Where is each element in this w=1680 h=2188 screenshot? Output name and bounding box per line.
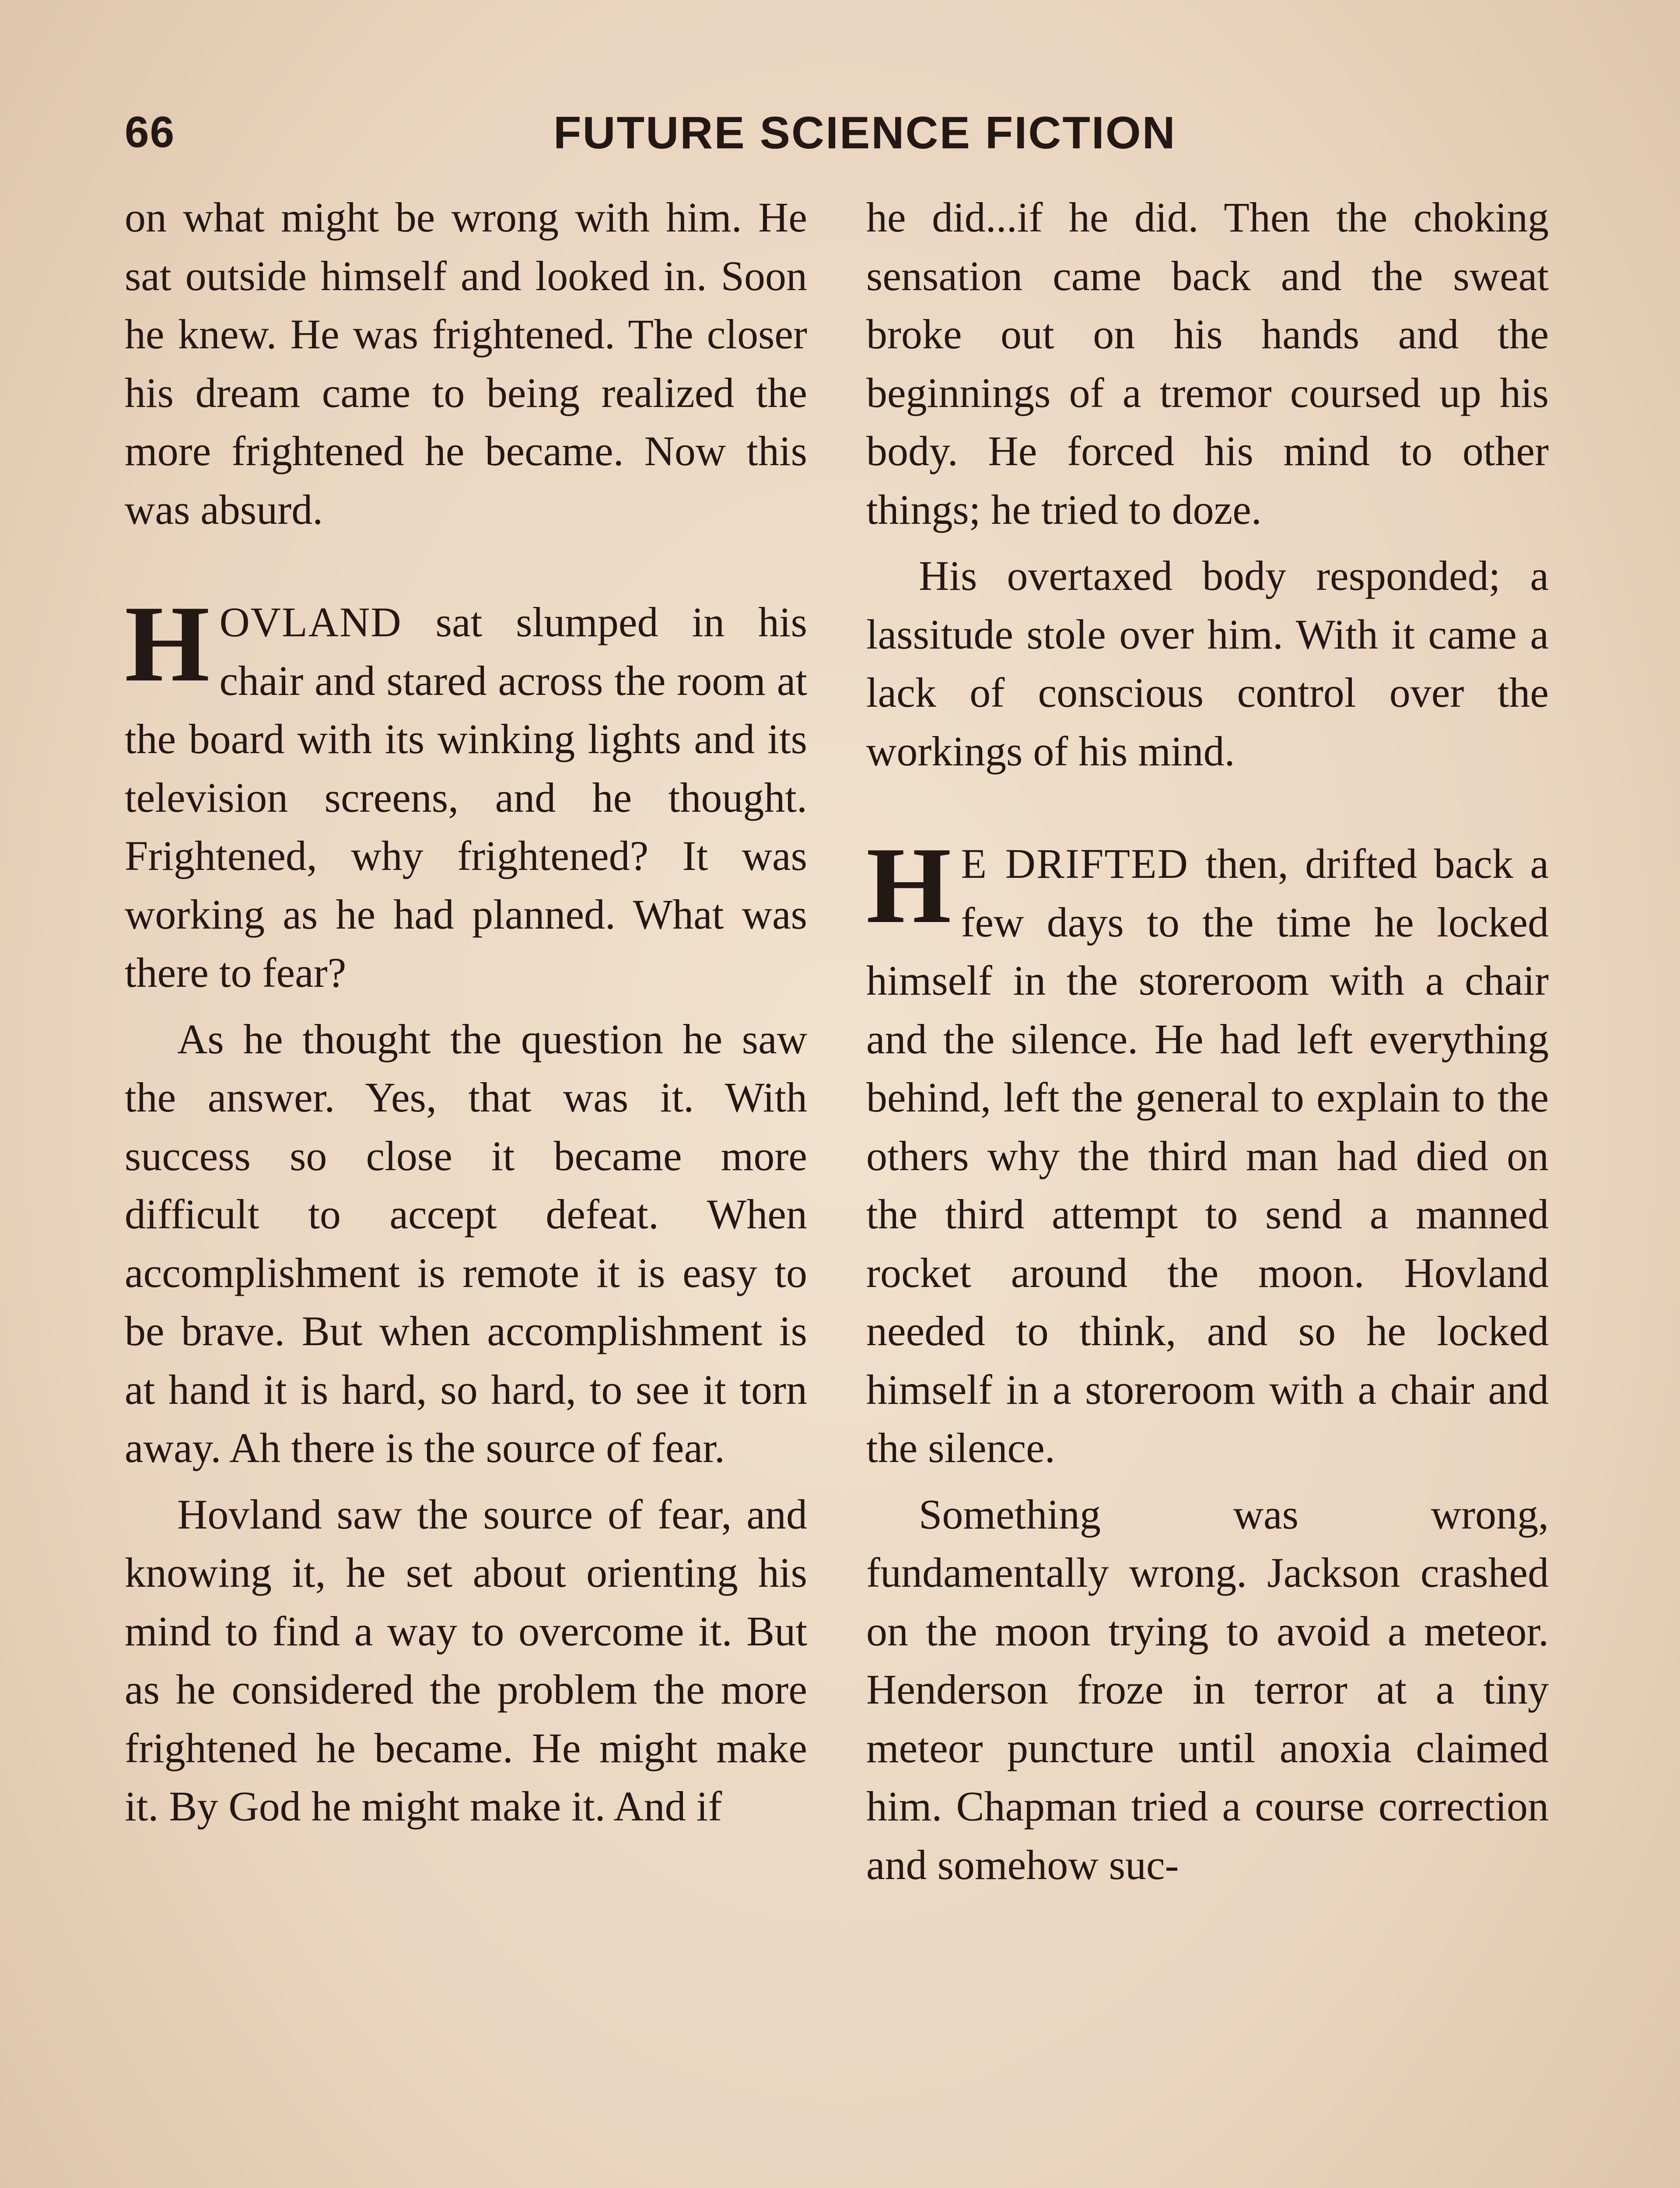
right-column bbox=[866, 188, 1549, 1894]
section-opening-paragraph bbox=[866, 825, 1549, 1477]
paragraph: Hovland saw the source of fear, and knowing it, he set about orienting his mind to find a way to overcome it. But as he considered the problem the more frightened he became. He might make it. By God he might make it. And if bbox=[125, 1490, 807, 1830]
paragraph: he did...if he did. Then the choking sensation came back and the sweat broke out on his hands and the beginnings of a tremor coursed up his body. He forced his mind to other things; he tried to doze. bbox=[866, 194, 1549, 533]
paragraph: Something was wrong, fundamentally wrong. Jackson crashed on the moon trying to avoid a meteor. Henderson froze in terror at a tiny meteor puncture until anoxia claimed him. Chapman tried a course correction and somehow suc- bbox=[866, 1490, 1549, 1888]
paragraph: As he thought the question he saw the answer. Yes, that was it. With success so close it became more difficult to accept defeat. When accomplishment is remote it is easy to be brave. But when accomplishment is at hand it is hard, so hard, to see it torn away. Ah there is the source of fear. bbox=[125, 1015, 807, 1471]
lead-in: E DRIFTED bbox=[961, 840, 1189, 887]
running-head: FUTURE SCIENCE FICTION bbox=[553, 108, 1176, 158]
paragraph: His overtaxed body responded; a lassitude stole over him. With it came a lack of conscious control over the workings of his mind. bbox=[866, 552, 1549, 775]
page-header bbox=[125, 103, 1555, 164]
drop-cap: H bbox=[866, 825, 952, 946]
left-column bbox=[125, 188, 807, 1836]
page-number: 66 bbox=[125, 108, 175, 157]
drop-cap: H bbox=[125, 583, 210, 705]
paragraph-text: then, drifted back a few days to the time he locked himself in the storeroom with a chair and the silence. He had left everything behind, left the general to explain to the others why the third man had died on the third attempt to send a manned rocket around the moon. Hovland needed to think, and so he locked himself in a storeroom with a chair and the silence. bbox=[866, 840, 1549, 1471]
lead-in: OVLAND bbox=[219, 599, 402, 645]
section-opening-paragraph bbox=[125, 583, 807, 1002]
paragraph: on what might be wrong with him. He sat outside himself and looked in. Soon he knew. He was frightened. The closer his dream came to being realized the more frightened he became. Now this was absurd. bbox=[125, 194, 807, 533]
paragraph-text: sat slumped in his chair and stared across the room at the board with its winking lights and its television screens, and he thought. Frightened, why frightened? It was working as he had planned. What was there to fear? bbox=[125, 599, 807, 996]
